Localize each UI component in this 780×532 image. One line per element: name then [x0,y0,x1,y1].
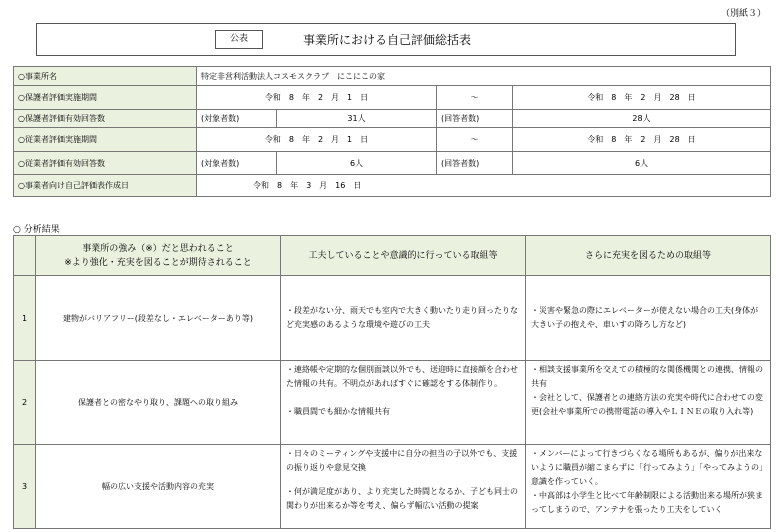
further-cell: ・災害や緊急の際にエレベーターが使えない場合の工夫(身体が大きい子の抱えや、車いすの降ろし方など) [526,276,771,361]
header-num [14,236,36,276]
staff-answer-label: (回答者数) [437,152,513,175]
page-title: 事業所における自己評価総括表 [303,33,472,47]
further-cell: ・相談支援事業所を交えての積極的な関係機関との連携、情報の共有 ・会社として、保護者との連絡方法の充実や時代に合わせての変更(会社や事業所での携帯電話の導入やＬＩＮＥの取り入れ等) [526,361,771,445]
kohyo-badge: 公表 [215,30,263,49]
office-name-label: ○事業所名 [14,67,197,86]
header-further: さらに充実を図るための取組等 [526,236,771,276]
header-efforts: 工夫していることや意識的に行っている取組等 [281,236,526,276]
guardian-answer-label: (回答者数) [437,110,513,128]
staff-period-label: ○従業者評価実施期間 [14,128,197,152]
staff-start-date: 令和 8 年 2 月 1 日 [197,128,437,152]
efforts-cell: ・日々のミーティングや支援中に自分の担当の子以外でも、支援の振り返りや意見交換 ・何が満足度があり、より充実した時間となるか、子ども同士の関わりが出来るか等を考え、偏らず幅広い活動の提案 [281,445,526,529]
guardian-period-label: ○保護者評価実施期間 [14,86,197,110]
guardian-answer-count: 28人 [513,110,771,128]
guardian-target-count: 31人 [277,110,437,128]
guardian-answers-label: ○保護者評価有効回答数 [14,110,197,128]
guardian-end-date: 令和 8 年 2 月 28 日 [513,86,771,110]
row-number: 1 [14,276,36,361]
efforts-cell: ・段差がない分、雨天でも室内で大きく動いたり走り回ったりなど充実感のあるような環境や遊びの工夫 [281,276,526,361]
row-number: 2 [14,361,36,445]
strength-cell: 建物がバリアフリー(段差なし・エレベーターあり等) [36,276,281,361]
staff-end-date: 令和 8 年 2 月 28 日 [513,128,771,152]
row-number: 3 [14,445,36,529]
staff-target-count: 6人 [277,152,437,175]
period-tilde: ～ [437,86,513,110]
title-box [36,23,736,56]
staff-target-label: (対象者数) [197,152,277,175]
info-table [13,66,771,197]
guardian-target-label: (対象者数) [197,110,277,128]
analysis-section-title: ○ 分析結果 [13,225,60,235]
strength-cell: 幅の広い支援や活動内容の充実 [36,445,281,529]
further-cell: ・メンバーによって行きづらくなる場所もあるが、偏りが出来ないように職員が縮こまらずに「行ってみよう」「やってみようの」意識を作っていく。 ・中高部は小学生と比べて年齢制限による活動出来る場所が狭まってしまうので、アンテナを張ったり工夫をしていく [526,445,771,529]
header-strength: 事業所の強み（※）だと思われること ※より強化・充実を図ることが期待されること [36,236,281,276]
guardian-start-date: 令和 8 年 2 月 1 日 [197,86,437,110]
bessi-label: （別紙３） [720,9,766,19]
strength-cell: 保護者との密なやり取り、課題への取り組み [36,361,281,445]
staff-answers-label: ○従業者評価有効回答数 [14,152,197,175]
analysis-table [13,235,771,529]
efforts-cell: ・連絡帳や定期的な個別面談以外でも、送迎時に直接顔を合わせた情報の共有。不明点があればすぐに確認をする体制作り。 ・職員間でも細かな情報共有 [281,361,526,445]
period-tilde: ～ [437,128,513,152]
self-eval-date: 令和 8 年 3 月 16 日 [197,175,771,197]
staff-answer-count: 6人 [513,152,771,175]
self-eval-date-label: ○事業者向け自己評価表作成日 [14,175,197,197]
office-name: 特定非営利活動法人コスモスクラブ にこにこの家 [197,67,771,86]
